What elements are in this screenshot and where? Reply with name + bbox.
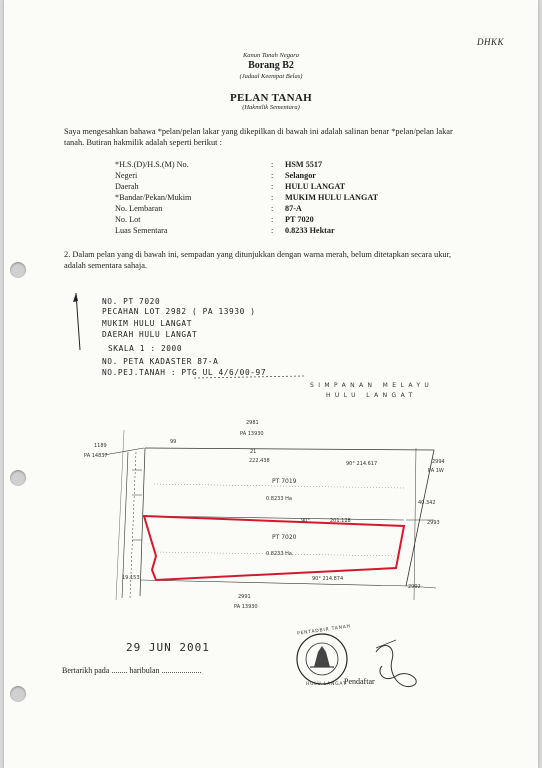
- plan-line: PECAHAN LOT 2982 ( PA 13930 ): [102, 307, 256, 316]
- lot-number: 99: [170, 439, 177, 445]
- signature-mark: [376, 640, 396, 648]
- detail-label: Daerah: [115, 182, 139, 191]
- page-title: PELAN TANAH: [229, 92, 313, 104]
- detail-separator: :: [271, 204, 274, 213]
- detail-value: HULU LANGAT: [285, 182, 346, 191]
- detail-value: MUKIM HULU LANGAT: [285, 193, 379, 202]
- document-reference: DHKK: [476, 37, 504, 47]
- detail-separator: :: [271, 193, 274, 202]
- dimension-label: 19.153: [122, 575, 140, 581]
- detail-label: Negeri: [115, 171, 138, 180]
- document-page: [4, 0, 538, 768]
- seal-text: PENTADBIR TANAH: [296, 624, 352, 637]
- seal-emblem-icon: [314, 646, 330, 667]
- lot-number: PA 1W: [428, 468, 444, 474]
- lot-number: 2993: [427, 520, 440, 526]
- lot-number: 2981: [246, 420, 259, 426]
- detail-separator: :: [271, 182, 274, 191]
- lot-number: PA 13930: [240, 431, 264, 437]
- lot-number: 2991: [238, 594, 251, 600]
- issuer-line: Kanun Tanah Negara: [242, 52, 300, 59]
- page-subtitle: (Hakmilik Sementara): [242, 104, 300, 111]
- lot-name: PT 7020: [272, 534, 297, 541]
- provisional-boundary: [144, 516, 404, 580]
- detail-value: Selangor: [285, 171, 316, 180]
- dimension-label: 40.342: [418, 500, 436, 506]
- lot-boundary-line: [414, 448, 416, 600]
- lot-number: 21: [250, 449, 257, 455]
- dimension-label: 90° 214.874: [312, 576, 344, 582]
- signatory-title: Pendaftar: [344, 677, 375, 686]
- date-line: Bertarikh pada ........ haribulan ....................: [62, 666, 202, 675]
- note-paragraph: 2. Dalam pelan yang di bawah ini, sempadan yang ditunjukkan dengan warna merah, belum ditetapkan secara ukur, adalah sementara sahaja.: [64, 250, 452, 270]
- detail-separator: :: [271, 226, 274, 235]
- dimension-label: 222.438: [249, 458, 270, 464]
- lot-number: 1189: [94, 443, 107, 449]
- left-road-line: [104, 448, 144, 455]
- detail-label: *Bandar/Pekan/Mukim: [115, 193, 192, 202]
- date-stamp: 29 JUN 2001: [126, 641, 210, 654]
- dimension-label: 201.128: [330, 518, 351, 524]
- lot-area: 0.8233 Ha: [266, 551, 292, 557]
- north-arrow-icon: [76, 293, 80, 350]
- dimension-label: 90°: [301, 518, 310, 524]
- detail-value: 0.8233 Hektar: [285, 226, 335, 235]
- lot-number: PA 14837: [84, 453, 108, 459]
- detail-value: PT 7020: [285, 215, 314, 224]
- road-name: SIMPANAN MELAYU: [310, 382, 434, 389]
- dimension-label: 90° 214.617: [346, 461, 378, 467]
- detail-separator: :: [271, 160, 274, 169]
- intro-paragraph: Saya mengesahkan bahawa *pelan/pelan lakar yang dikepilkan di bawah ini adalah salinan benar *pelan/pelan lakar tanah. Butiran hakmilik adalah seperti berikut :: [64, 127, 453, 147]
- detail-value: HSM 5517: [285, 160, 323, 169]
- road-reserve-line: [194, 376, 304, 378]
- lot-area: 0.8233 Ha: [266, 496, 292, 502]
- lot-boundary-line: [145, 448, 434, 450]
- plan-line: NO. PT 7020: [102, 297, 161, 306]
- form-name: Borang B2: [248, 60, 294, 71]
- seal-text: HULU LANGAT: [306, 682, 347, 687]
- north-arrow-head-icon: [73, 293, 78, 302]
- lot-boundary-line: [140, 580, 409, 586]
- plan-line: MUKIM HULU LANGAT: [102, 319, 192, 328]
- land-plan-drawing: [4, 0, 538, 768]
- signature-mark: [376, 646, 416, 687]
- detail-separator: :: [271, 171, 274, 180]
- detail-label: Luas Sementara: [115, 226, 168, 235]
- lot-number: 2992: [408, 584, 421, 590]
- detail-separator: :: [271, 215, 274, 224]
- road-name: HULU LANGAT: [326, 392, 417, 399]
- plan-line: NO.PEJ.TANAH : PTG UL 4/6/00-97: [102, 368, 267, 377]
- lot-number: PA 13930: [234, 604, 258, 610]
- lot-name: PT 7019: [272, 478, 297, 485]
- detail-label: *H.S.(D)/H.S.(M) No.: [115, 160, 189, 169]
- plan-line: NO. PETA KADASTER 87-A: [102, 357, 219, 366]
- detail-value: 87-A: [285, 204, 302, 213]
- detail-label: No. Lembaran: [115, 204, 163, 213]
- detail-label: No. Lot: [115, 215, 141, 224]
- plan-line: DAERAH HULU LANGAT: [102, 330, 198, 339]
- lot-number: 2994: [432, 459, 445, 465]
- plan-line: SKALA 1 : 2000: [108, 344, 183, 353]
- schedule-line: (Jadual Keempat Belas): [239, 73, 303, 80]
